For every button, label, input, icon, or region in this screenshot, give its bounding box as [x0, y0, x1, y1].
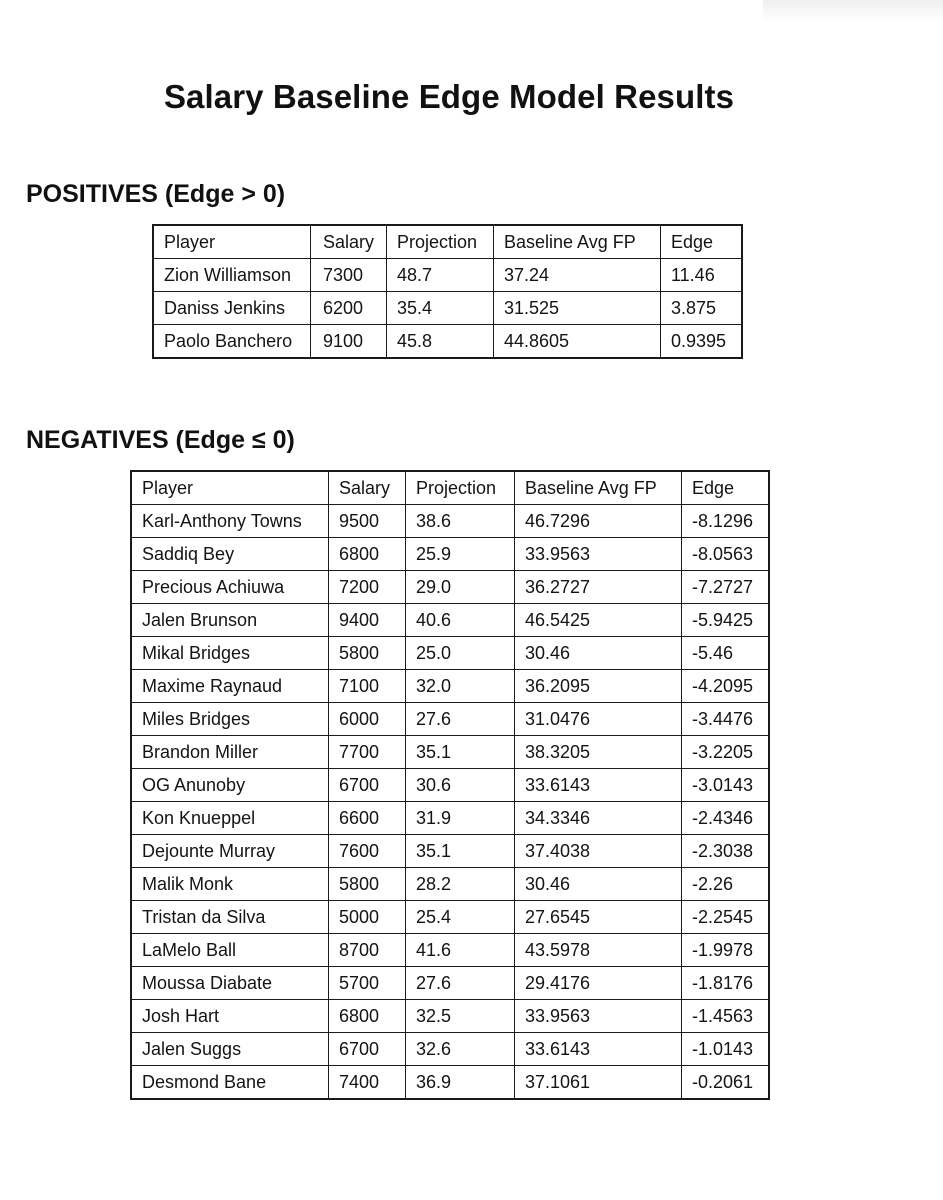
- player-cell: Miles Bridges: [131, 703, 329, 736]
- projection-cell: 30.6: [406, 769, 515, 802]
- table-row: [153, 259, 742, 292]
- projection-cell: 28.2: [406, 868, 515, 901]
- table-row: [131, 538, 769, 571]
- projection-cell: 29.0: [406, 571, 515, 604]
- table-row: [131, 1000, 769, 1033]
- salary-cell: 9100: [311, 325, 387, 359]
- projection-cell: 48.7: [387, 259, 494, 292]
- player-cell: Maxime Raynaud: [131, 670, 329, 703]
- positives-table: [152, 224, 743, 359]
- player-cell: Karl-Anthony Towns: [131, 505, 329, 538]
- salary-cell: 7100: [329, 670, 406, 703]
- projection-cell: 45.8: [387, 325, 494, 359]
- projection-cell: 38.6: [406, 505, 515, 538]
- table-row: [131, 802, 769, 835]
- salary-cell: 6800: [329, 1000, 406, 1033]
- table-row: [131, 835, 769, 868]
- edge-cell: -0.2061: [682, 1066, 770, 1100]
- column-header-baseline-avg-fp: Baseline Avg FP: [515, 471, 682, 505]
- baseline-avg-fp-cell: 43.5978: [515, 934, 682, 967]
- edge-cell: -1.4563: [682, 1000, 770, 1033]
- salary-cell: 6800: [329, 538, 406, 571]
- player-cell: Jalen Suggs: [131, 1033, 329, 1066]
- projection-cell: 35.1: [406, 736, 515, 769]
- edge-cell: -2.26: [682, 868, 770, 901]
- edge-cell: -3.4476: [682, 703, 770, 736]
- table-row: [131, 571, 769, 604]
- salary-cell: 5800: [329, 868, 406, 901]
- projection-cell: 31.9: [406, 802, 515, 835]
- player-cell: Moussa Diabate: [131, 967, 329, 1000]
- table-row: [131, 1033, 769, 1066]
- document-title: Salary Baseline Edge Model Results: [163, 78, 735, 115]
- edge-cell: -2.3038: [682, 835, 770, 868]
- player-cell: Jalen Brunson: [131, 604, 329, 637]
- baseline-avg-fp-cell: 33.9563: [515, 538, 682, 571]
- player-cell: Tristan da Silva: [131, 901, 329, 934]
- baseline-avg-fp-cell: 36.2095: [515, 670, 682, 703]
- salary-cell: 9500: [329, 505, 406, 538]
- salary-cell: 7300: [311, 259, 387, 292]
- baseline-avg-fp-cell: 37.4038: [515, 835, 682, 868]
- column-header-player: Player: [131, 471, 329, 505]
- table-header-row: [131, 471, 769, 505]
- edge-cell: -5.46: [682, 637, 770, 670]
- edge-cell: -7.2727: [682, 571, 770, 604]
- column-header-projection: Projection: [406, 471, 515, 505]
- projection-cell: 32.5: [406, 1000, 515, 1033]
- table-row: [131, 670, 769, 703]
- edge-cell: -2.2545: [682, 901, 770, 934]
- table-row: [131, 934, 769, 967]
- edge-cell: 11.46: [661, 259, 743, 292]
- player-cell: Kon Knueppel: [131, 802, 329, 835]
- projection-cell: 32.0: [406, 670, 515, 703]
- player-cell: Saddiq Bey: [131, 538, 329, 571]
- salary-cell: 5700: [329, 967, 406, 1000]
- edge-cell: 3.875: [661, 292, 743, 325]
- player-cell: OG Anunoby: [131, 769, 329, 802]
- salary-cell: 7200: [329, 571, 406, 604]
- salary-cell: 6700: [329, 769, 406, 802]
- baseline-avg-fp-cell: 31.525: [494, 292, 661, 325]
- edge-cell: -1.0143: [682, 1033, 770, 1066]
- salary-cell: 6600: [329, 802, 406, 835]
- baseline-avg-fp-cell: 37.24: [494, 259, 661, 292]
- table-row: [131, 637, 769, 670]
- projection-cell: 40.6: [406, 604, 515, 637]
- baseline-avg-fp-cell: 31.0476: [515, 703, 682, 736]
- salary-cell: 6200: [311, 292, 387, 325]
- player-cell: Josh Hart: [131, 1000, 329, 1033]
- salary-cell: 5800: [329, 637, 406, 670]
- player-cell: Precious Achiuwa: [131, 571, 329, 604]
- table-row: [131, 505, 769, 538]
- projection-cell: 27.6: [406, 967, 515, 1000]
- projection-cell: 32.6: [406, 1033, 515, 1066]
- table-row: [153, 325, 742, 359]
- baseline-avg-fp-cell: 37.1061: [515, 1066, 682, 1100]
- table-row: [131, 703, 769, 736]
- table-row: [131, 736, 769, 769]
- negatives-heading: NEGATIVES (Edge ≤ 0): [26, 426, 295, 454]
- projection-cell: 25.9: [406, 538, 515, 571]
- player-cell: Desmond Bane: [131, 1066, 329, 1100]
- table-header-row: [153, 225, 742, 259]
- column-header-projection: Projection: [387, 225, 494, 259]
- baseline-avg-fp-cell: 33.6143: [515, 769, 682, 802]
- table-row: [131, 604, 769, 637]
- projection-cell: 27.6: [406, 703, 515, 736]
- salary-cell: 7400: [329, 1066, 406, 1100]
- salary-cell: 5000: [329, 901, 406, 934]
- page-corner-shade: [763, 0, 943, 22]
- edge-cell: -8.0563: [682, 538, 770, 571]
- table-row: [131, 868, 769, 901]
- edge-cell: -3.2205: [682, 736, 770, 769]
- negatives-table: [130, 470, 770, 1100]
- edge-cell: -2.4346: [682, 802, 770, 835]
- edge-cell: -5.9425: [682, 604, 770, 637]
- player-cell: Dejounte Murray: [131, 835, 329, 868]
- edge-cell: -4.2095: [682, 670, 770, 703]
- edge-cell: -1.8176: [682, 967, 770, 1000]
- edge-cell: 0.9395: [661, 325, 743, 359]
- edge-cell: -3.0143: [682, 769, 770, 802]
- baseline-avg-fp-cell: 36.2727: [515, 571, 682, 604]
- projection-cell: 25.4: [406, 901, 515, 934]
- projection-cell: 41.6: [406, 934, 515, 967]
- player-cell: Daniss Jenkins: [153, 292, 311, 325]
- baseline-avg-fp-cell: 34.3346: [515, 802, 682, 835]
- player-cell: Zion Williamson: [153, 259, 311, 292]
- salary-cell: 6000: [329, 703, 406, 736]
- player-cell: Malik Monk: [131, 868, 329, 901]
- table-row: [131, 769, 769, 802]
- salary-cell: 8700: [329, 934, 406, 967]
- table-row: [131, 901, 769, 934]
- baseline-avg-fp-cell: 29.4176: [515, 967, 682, 1000]
- salary-cell: 7600: [329, 835, 406, 868]
- baseline-avg-fp-cell: 33.9563: [515, 1000, 682, 1033]
- baseline-avg-fp-cell: 44.8605: [494, 325, 661, 359]
- player-cell: Mikal Bridges: [131, 637, 329, 670]
- edge-cell: -8.1296: [682, 505, 770, 538]
- projection-cell: 35.1: [406, 835, 515, 868]
- column-header-baseline-avg-fp: Baseline Avg FP: [494, 225, 661, 259]
- baseline-avg-fp-cell: 27.6545: [515, 901, 682, 934]
- player-cell: Paolo Banchero: [153, 325, 311, 359]
- projection-cell: 35.4: [387, 292, 494, 325]
- positives-heading: POSITIVES (Edge > 0): [26, 180, 286, 208]
- table-row: [131, 1066, 769, 1100]
- salary-cell: 7700: [329, 736, 406, 769]
- edge-cell: -1.9978: [682, 934, 770, 967]
- baseline-avg-fp-cell: 46.5425: [515, 604, 682, 637]
- column-header-player: Player: [153, 225, 311, 259]
- player-cell: Brandon Miller: [131, 736, 329, 769]
- column-header-edge: Edge: [682, 471, 770, 505]
- projection-cell: 25.0: [406, 637, 515, 670]
- column-header-edge: Edge: [661, 225, 743, 259]
- column-header-salary: Salary: [329, 471, 406, 505]
- table-row: [131, 967, 769, 1000]
- column-header-salary: Salary: [311, 225, 387, 259]
- player-cell: LaMelo Ball: [131, 934, 329, 967]
- salary-cell: 6700: [329, 1033, 406, 1066]
- projection-cell: 36.9: [406, 1066, 515, 1100]
- baseline-avg-fp-cell: 33.6143: [515, 1033, 682, 1066]
- table-row: [153, 292, 742, 325]
- salary-cell: 9400: [329, 604, 406, 637]
- baseline-avg-fp-cell: 30.46: [515, 868, 682, 901]
- baseline-avg-fp-cell: 46.7296: [515, 505, 682, 538]
- baseline-avg-fp-cell: 38.3205: [515, 736, 682, 769]
- baseline-avg-fp-cell: 30.46: [515, 637, 682, 670]
